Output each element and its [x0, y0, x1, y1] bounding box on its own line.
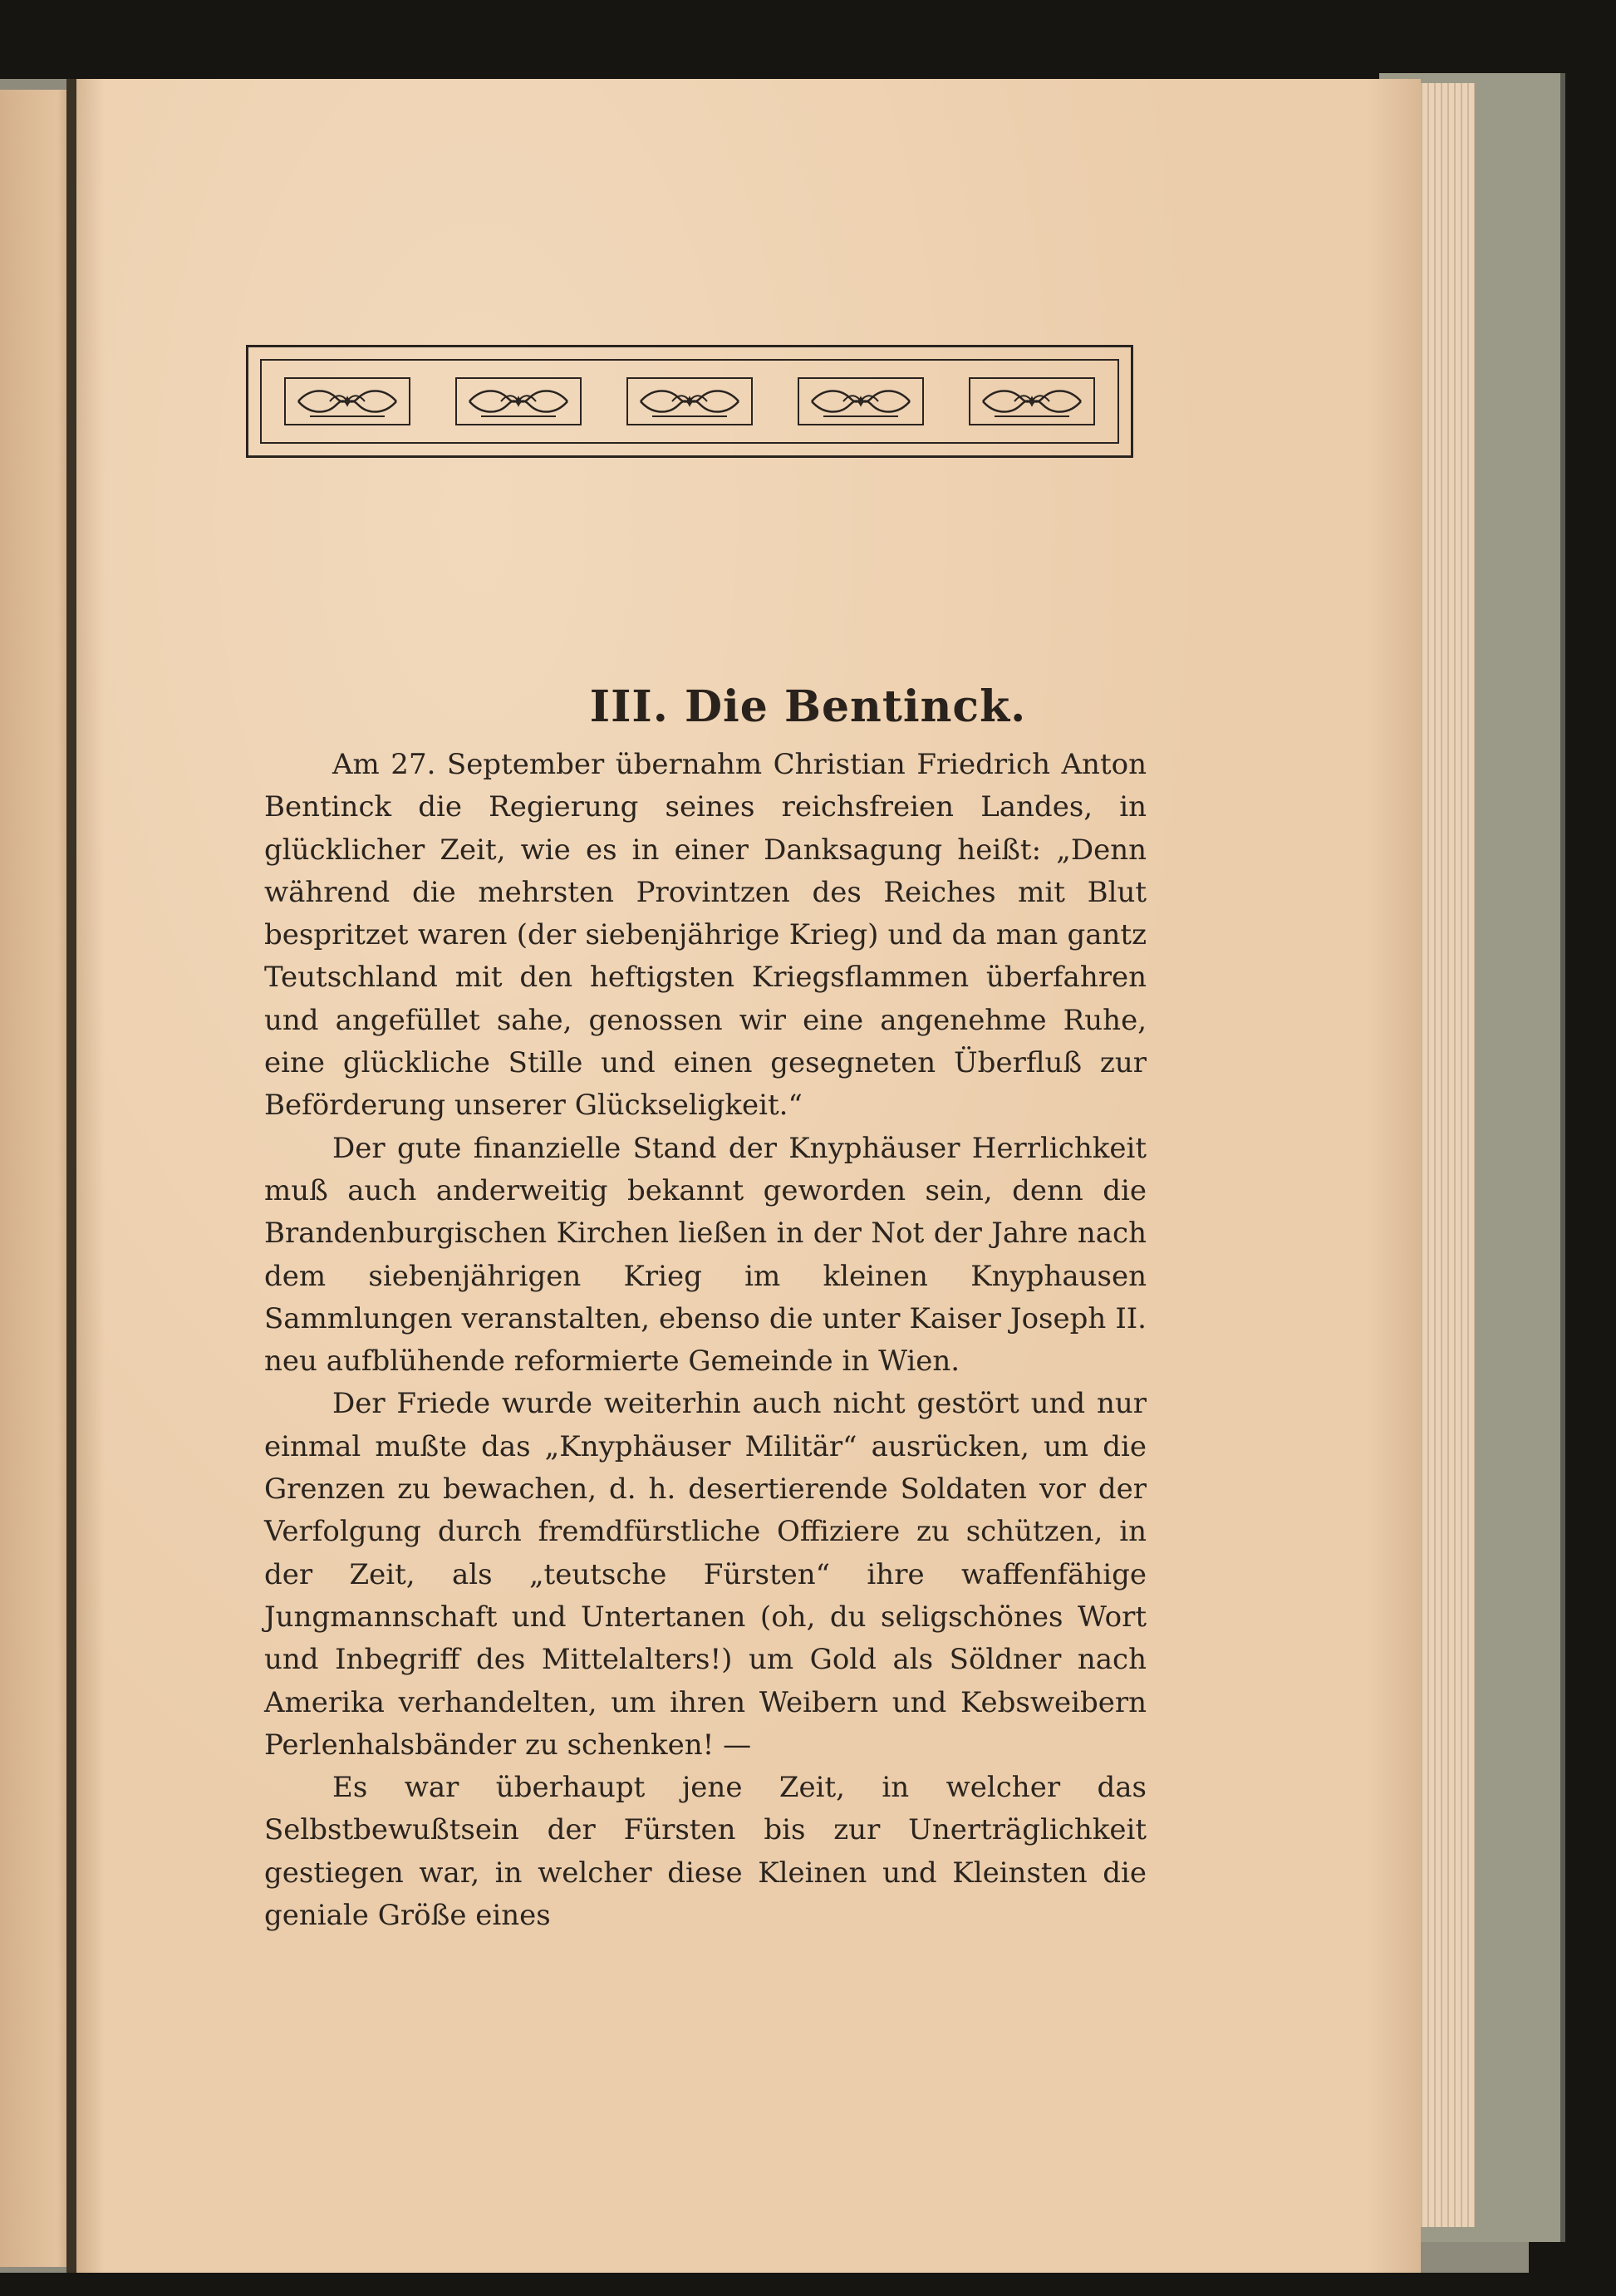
previous-page-edge	[0, 90, 71, 2267]
paragraph: Der Friede wurde weiterhin auch nicht gestört und nur einmal mußte das „Knyphäuser Militär“ ausrücken, um die Grenzen zu bewachen, d. h. desertierende Soldaten vor der Verfolgung durch fremdfürstliche Offiziere zu schützen, in der Zeit, als „teutsche Fürsten“ ihre waffenfähige Jungmannschaft und Untertanen (oh, du seligschönes Wort und Inbegriff des Mittelalters!) um Gold als Söldner nach Amerika verhandelten, um ihren Weibern und Kebsweibern Perlenhalsbänder zu schenken! —	[264, 1387, 1147, 1762]
chapter-title: III. Die Bentinck.	[589, 681, 1027, 732]
scroll-ornament-icon	[798, 377, 924, 425]
scroll-ornament-icon	[455, 377, 582, 425]
paragraph: Es war überhaupt jene Zeit, in welcher das Selbstbewußtsein der Fürsten bis zur Unerträglichkeit gestiegen war, in welcher diese Kleinen und Kleinsten die geniale Größe eines	[264, 1771, 1147, 1933]
paragraph: Am 27. September übernahm Christian Friedrich Anton Bentinck die Regierung seines reichsfreien Landes, in glücklicher Zeit, wie es in einer Danksagung heißt: „Denn während die mehrsten Provintzen des Reiches mit Blut bespritzet waren (der siebenjährige Krieg) und da man gantz Teutschland mit den heftigsten Kriegsflammen überfahren und angefüllet sahe, genossen wir eine angenehme Ruhe, eine glückliche Stille und einen gesegneten Überfluß zur Beförderung unserer Glückseligkeit.“	[264, 748, 1147, 1123]
scroll-ornament-icon	[626, 377, 753, 425]
scroll-ornament-icon	[969, 377, 1095, 425]
body-text	[264, 744, 1147, 1937]
paragraph: Der gute finanzielle Stand der Knyphäuser Herrlichkeit muß auch anderweitig bekannt geworden sein, denn die Brandenburgischen Kirchen ließen in der Not der Jahre nach dem siebenjährigen Krieg im kleinen Knyphausen Sammlungen veranstalten, ebenso die unter Kaiser Joseph II. neu aufblühende reformierte Gemeinde in Wien.	[264, 1131, 1147, 1379]
gutter	[66, 79, 76, 2273]
ornamental-header	[246, 345, 1133, 458]
scroll-ornament-icon	[284, 377, 410, 425]
ornament-frame	[260, 359, 1119, 444]
